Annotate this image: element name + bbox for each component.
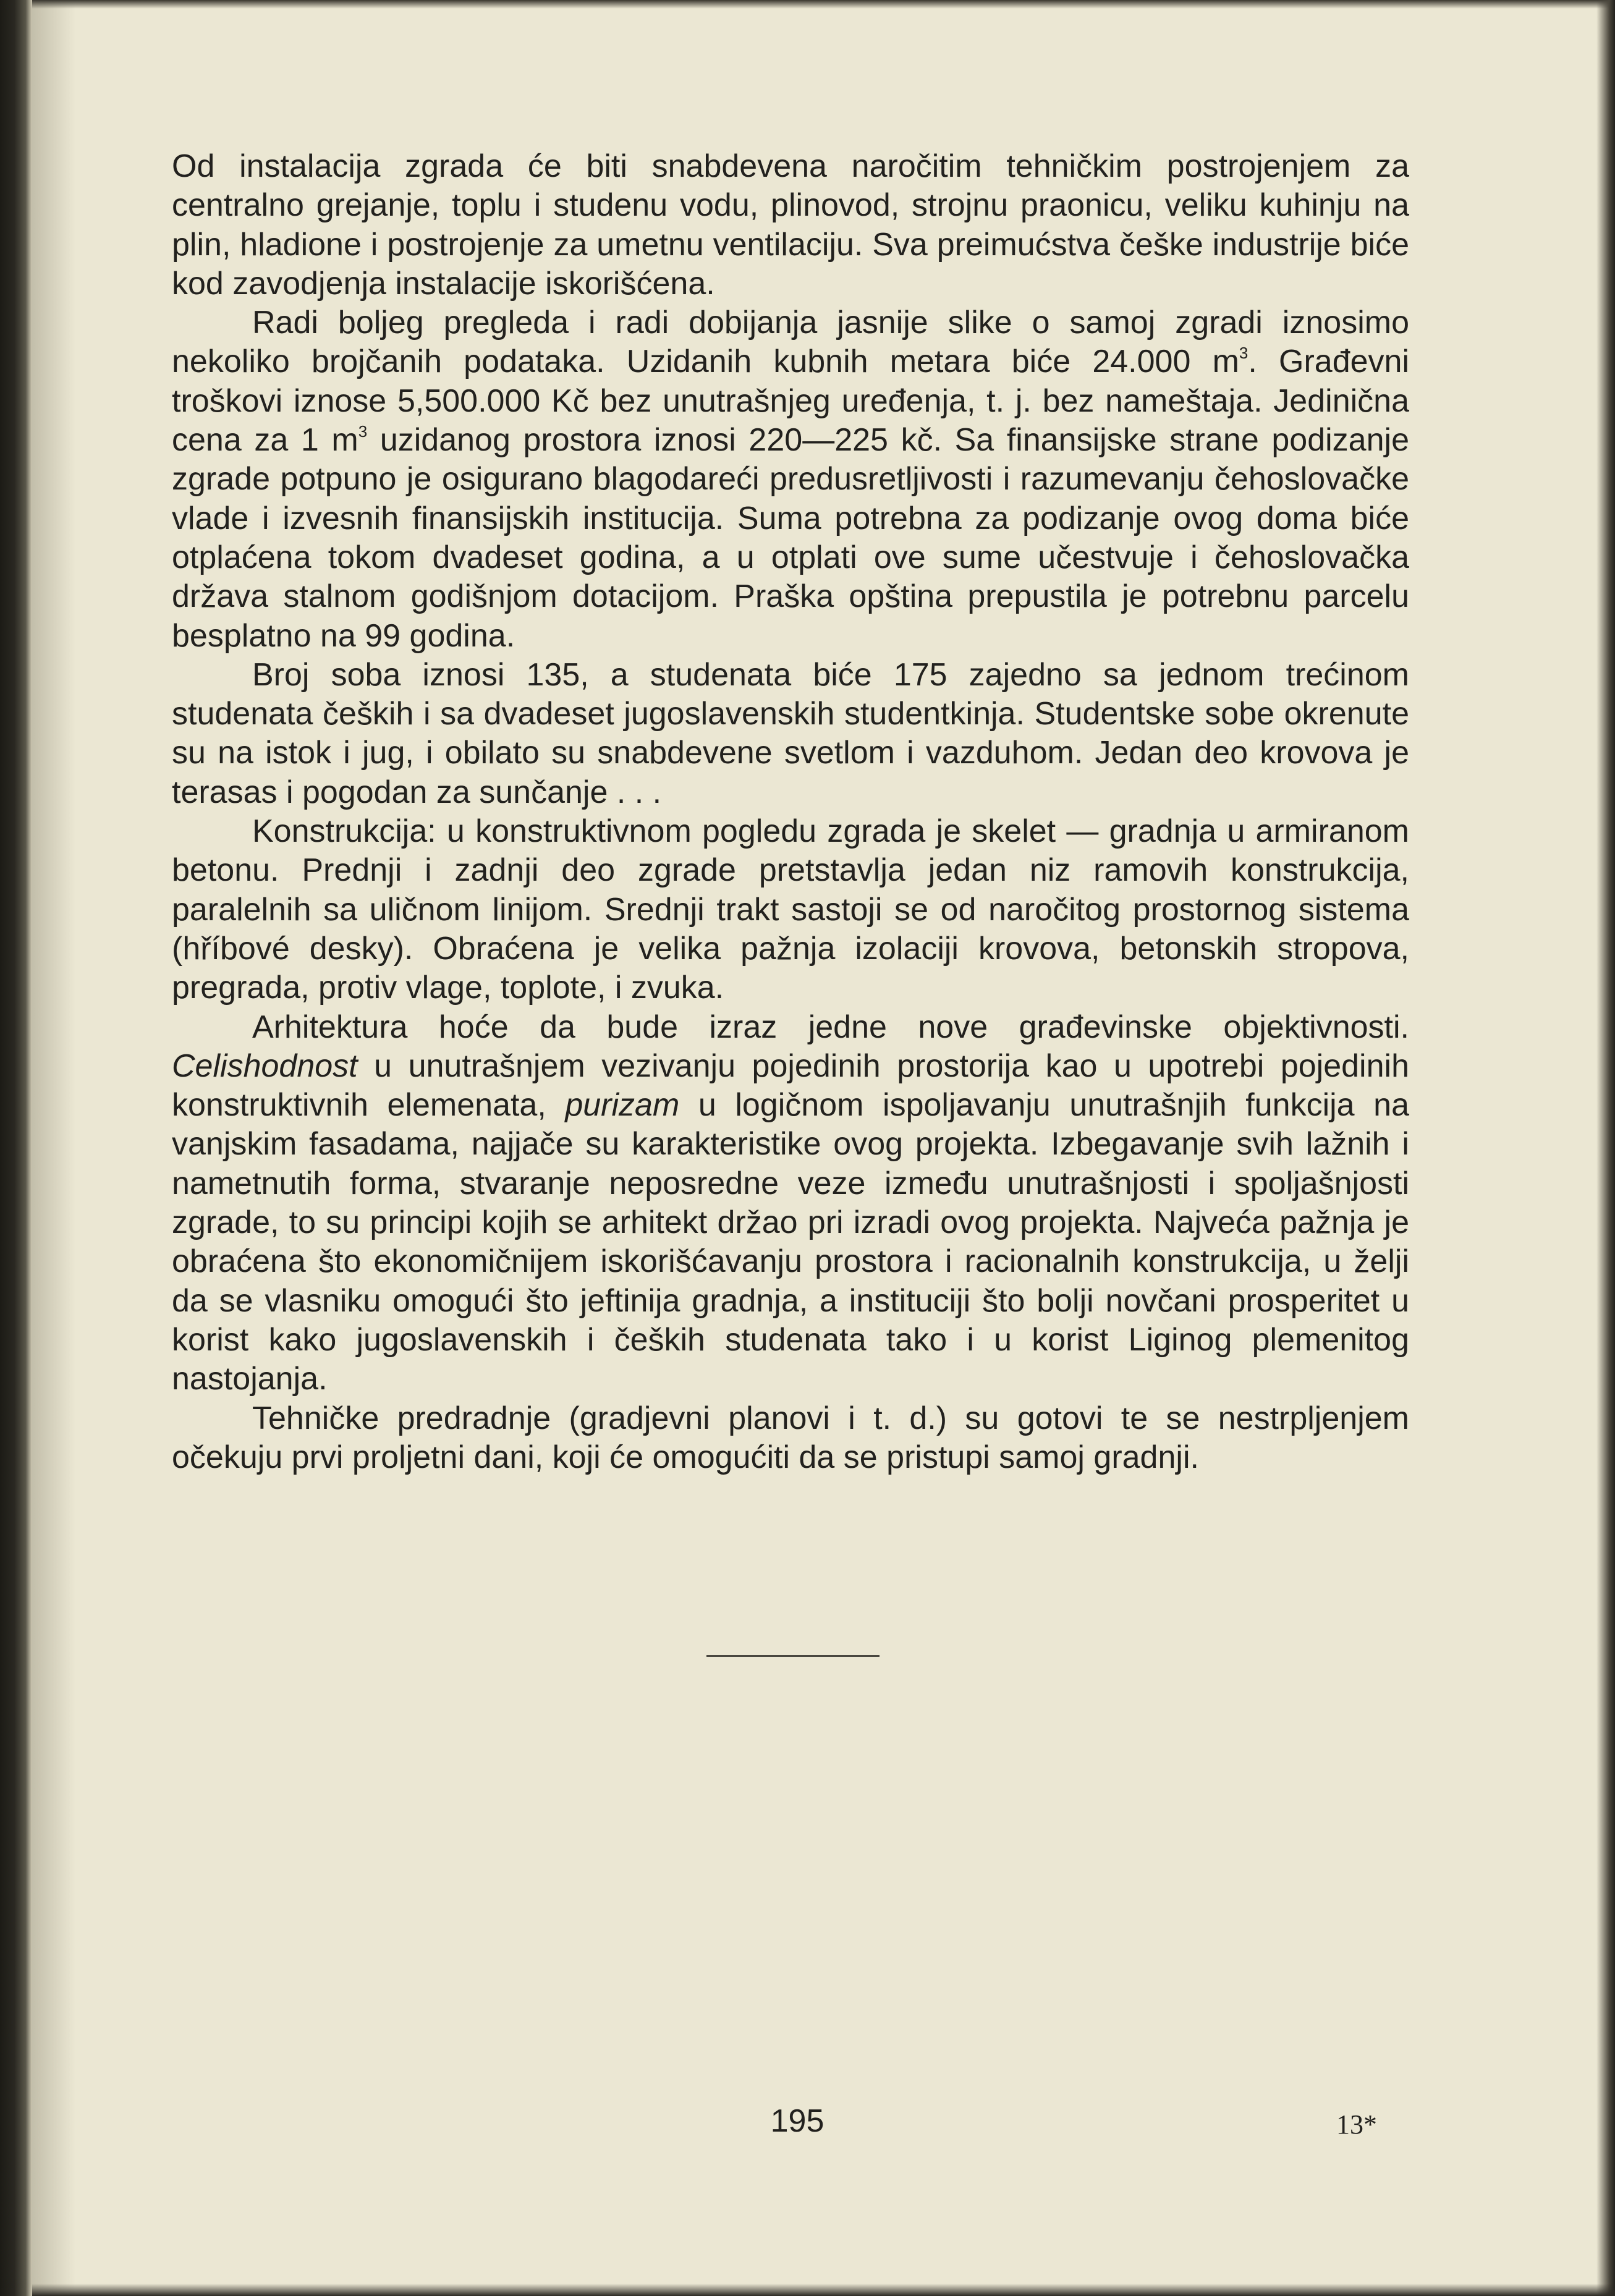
superscript-cubic: 3 xyxy=(1239,344,1248,363)
page-number: 195 xyxy=(770,2103,824,2139)
paragraph-architecture: Arhitektura hoće da bude izraz jedne nove građevinske objektivnosti. Celishodnost u unutrašnjem vezivanju pojedinih prostorija kao u upotrebi pojedinih konstruktivnih elemenata, purizam u logičnom ispoljavanju unutrašnjih funkcija na vanjskim fasadama, najjače su karakteristike ovog projekta. Izbegavanje svih lažnih i nametnutih forma, stvaranje neposredne veze između unutrašnjosti i spoljašnjosti zgrade, to su principi kojih se arhitekt držao pri izradi ovog projekta. Najveća pažnja je obraćena što ekonomičnijem iskorišćavanju prostora i racionalnih konstrukcija, u želji da se vlasniku omogući što jeftinija gradnja, a instituciji što bolji novčani prosperitet u korist kako jugoslavenskih i čeških studenata tako i u korist Liginog plemenitog nastojanja. xyxy=(172,1009,1409,1397)
right-page-edge xyxy=(1596,0,1615,2296)
paragraph-figures: Radi boljeg pregleda i radi dobijanja jasnije slike o samoj zgradi iznosimo nekoliko brojčanih podataka. Uzidanih kubnih metara biće 24.000 $m^3$. Građevni troškovi iznose 5,500.000 Kč bez unutrašnjeg uređenja, t. j. bez nameštaja. Jedinična cena za 1 $m^3$ uzidanog prostora iznosi 220—225 kč. Sa finansijske strane podizanje zgrade potpuno je osigurano blagodareći predusretljivosti i razumevanju čehoslovačke vlade i izvesnih finansijskih institucija. Suma potrebna za podizanje ovog doma biće otplaćena tokom dvadeset godina, a u otplati ove sume učestvuje i čehoslovačka država stalnom godišnjom dotacijom. Praška opština prepustila je potrebnu parcelu besplatno na 99 godina. xyxy=(172,305,1410,654)
emphasis-celishodnost: Celishodnost xyxy=(172,1048,358,1084)
paragraph-construction: Konstrukcija: u konstruktivnom pogledu zgrada je skelet — gradnja u armiranom betonu. Prednji i zadnji deo zgrade pretstavlja jedan niz ramovih konstrukcija, paralelnih sa uličnom linijom. Srednji trakt sastoji se od naročitog prostornog sistema (hříbové desky). Obraćena je velika pažnja izolaciji krovova, betonskih stropova, pregrada, protiv vlage, toplote, i zvuka. xyxy=(172,813,1409,1006)
superscript-cubic: 3 xyxy=(358,422,368,441)
top-page-edge xyxy=(32,0,1615,9)
book-binding xyxy=(0,0,32,2296)
printer-signature-mark: 13* xyxy=(1336,2109,1377,2140)
bottom-page-edge xyxy=(32,2284,1615,2296)
gutter-shadow xyxy=(32,0,75,2296)
paragraph-installations: Od instalacija zgrada će biti snabdevena naročitim tehničkim postrojenjem za centralno grejanje, toplu i studenu vodu, plinovod, strojnu praonicu, veliku kuhinju na plin, hladione i postrojenje za umetnu ventilaciju. Sva preimućstva češke industrije biće kod zavodjenja instalacije iskorišćena. xyxy=(172,148,1409,302)
paragraph-rooms: Broj soba iznosi 135, a studenata biće 175 zajedno sa jednom trećinom studenata čeških i sa dvadeset jugoslavenskih studentkinja. Studentske sobe okrenute su na istok i jug, i obilato su snabdevene svetlom i vazduhom. Jedan deo krovova je terasas i pogodan za sunčanje . . . xyxy=(172,656,1409,810)
section-separator-rule xyxy=(706,1655,880,1657)
paragraph-preparations: Tehničke predradnje (gradjevni planovi i t. d.) su gotovi te se nestrpljenjem očekuju prvi proljetni dani, koji će omogućiti da se pristupi samoj gradnji. xyxy=(172,1400,1409,1475)
body-text xyxy=(172,147,1409,1477)
emphasis-purizam: purizam xyxy=(565,1087,680,1124)
